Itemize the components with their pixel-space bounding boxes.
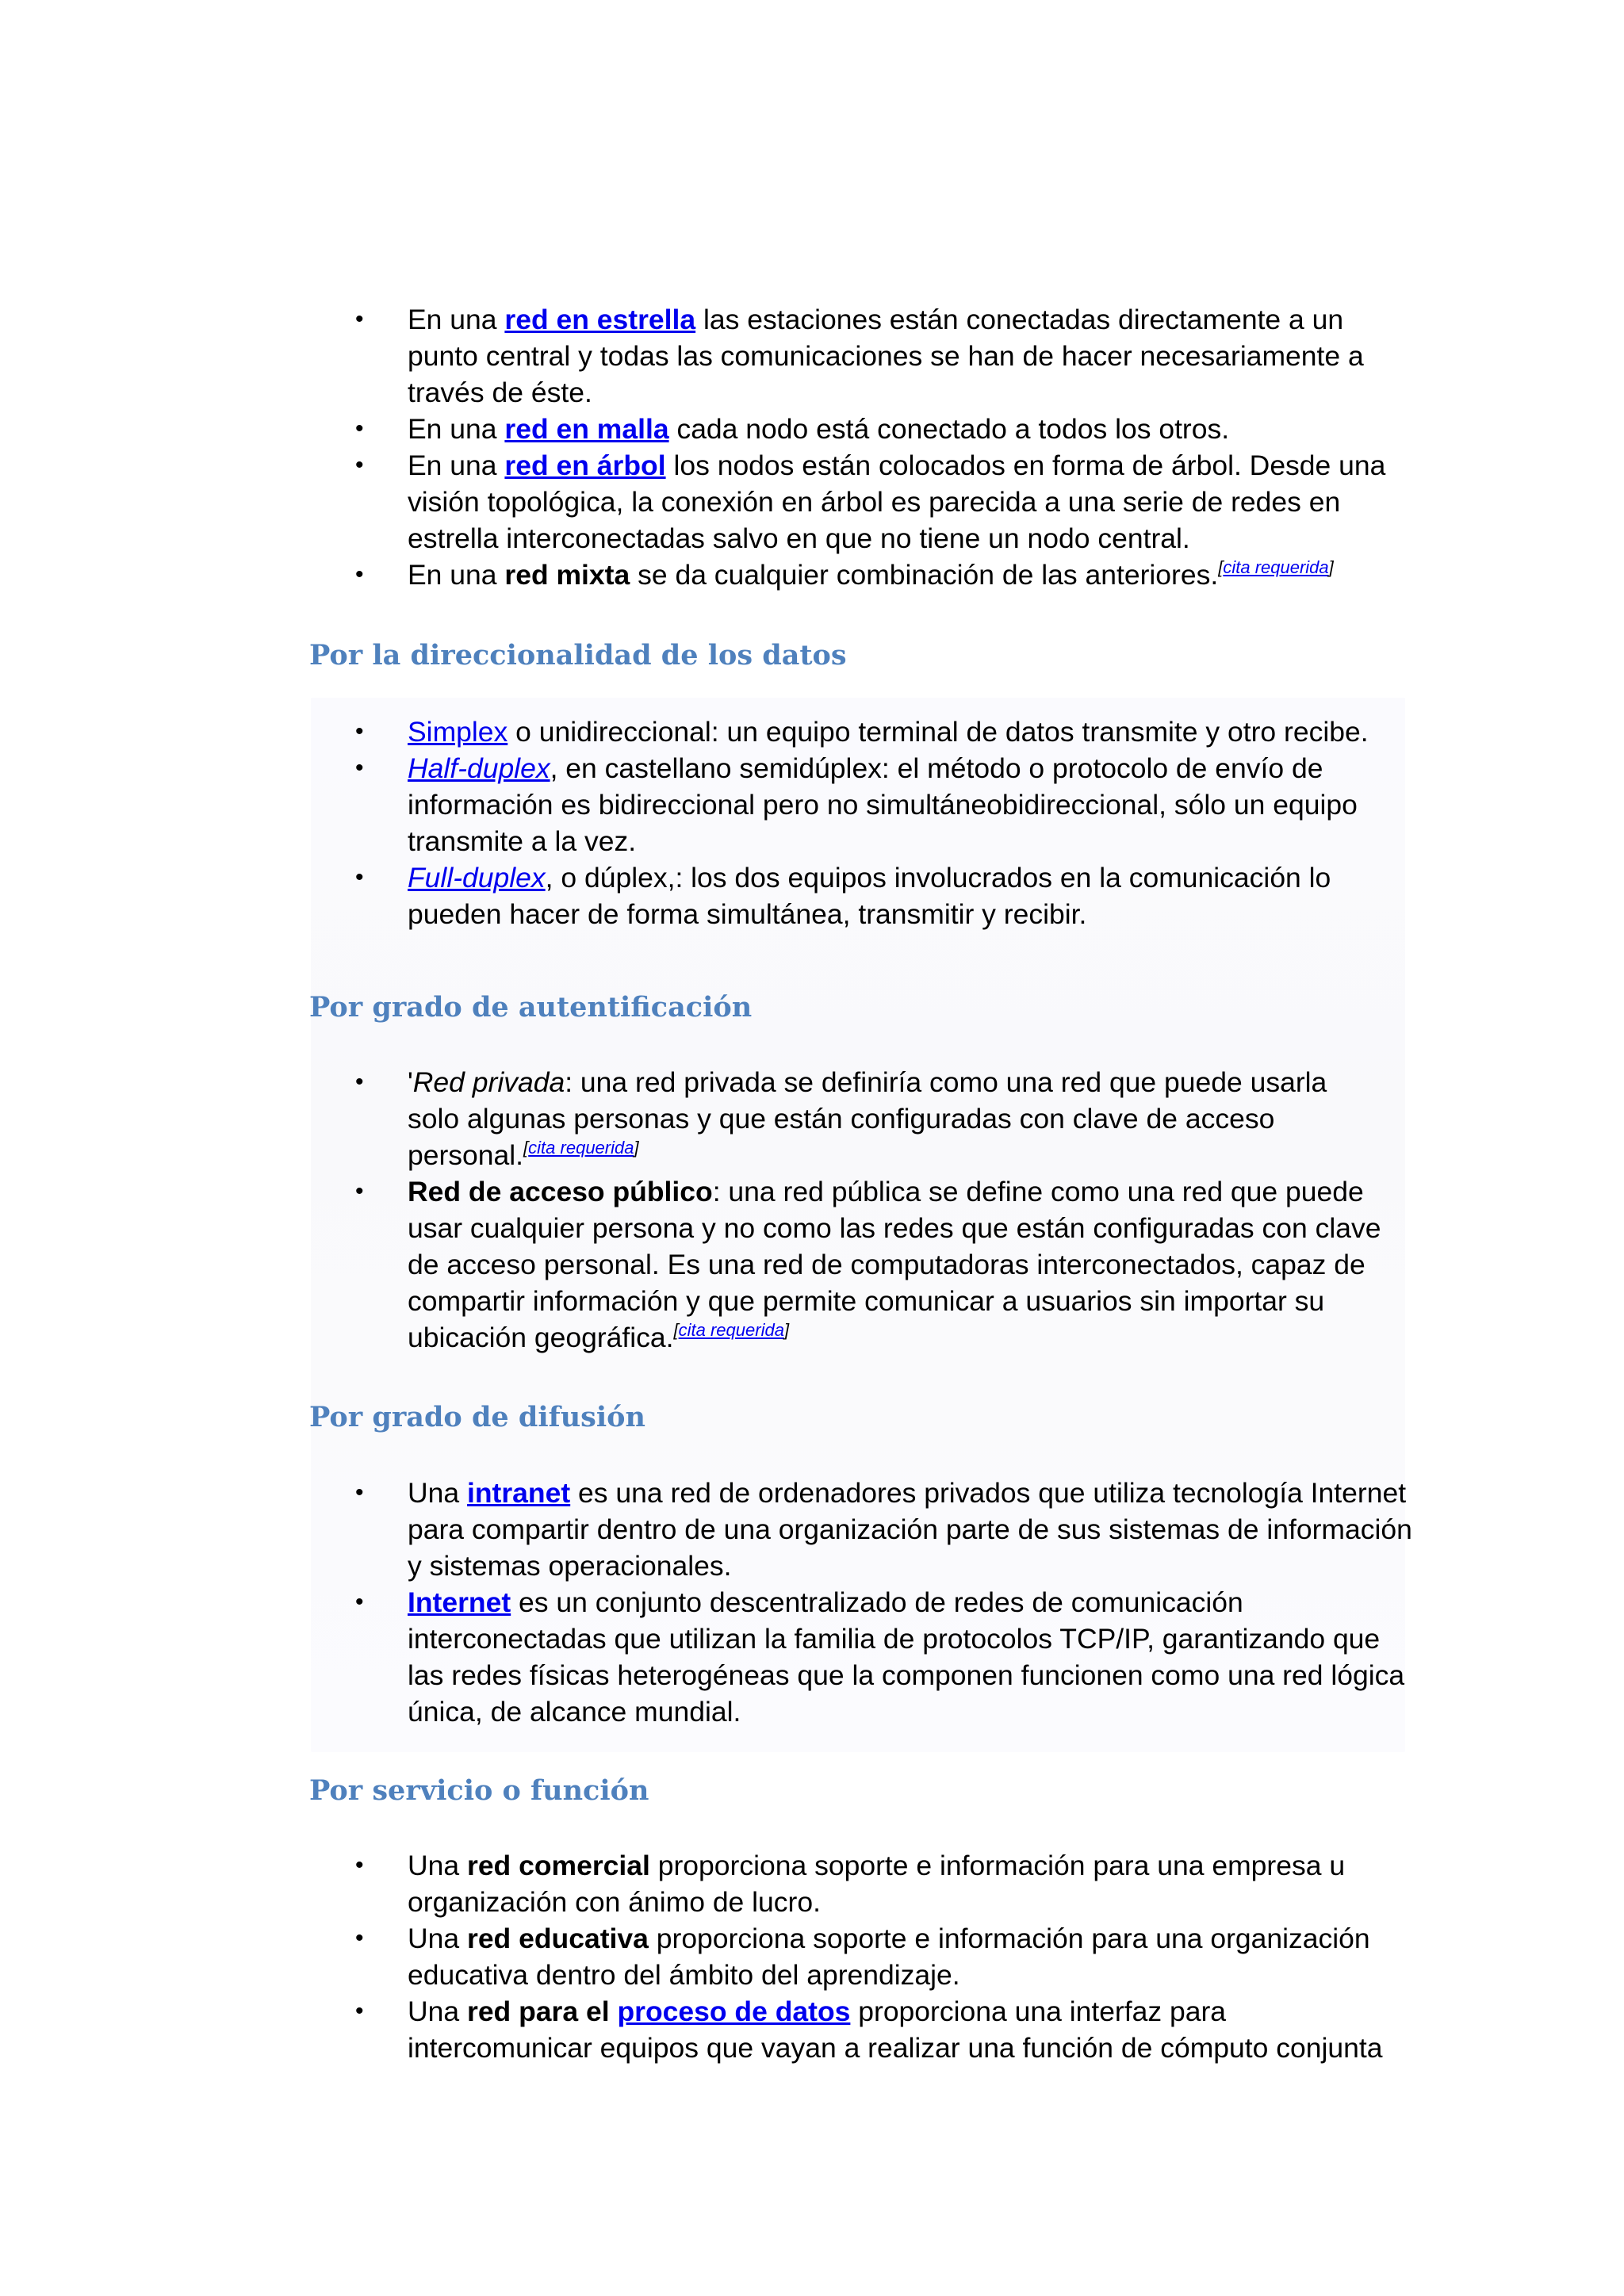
bullet-icon: • bbox=[355, 306, 364, 332]
section-heading-autentificacion: Por grado de autentificación bbox=[309, 991, 753, 1024]
bold-term: red mixta bbox=[504, 559, 630, 591]
bullet-icon: • bbox=[355, 1852, 364, 1878]
list-item: • En una red en estrella las estaciones están conectadas directamente a un punto central y todas las comunicaciones se han de hacer necesariamente a través de éste. bbox=[309, 301, 1415, 411]
bold-term: red comercial bbox=[467, 1850, 650, 1881]
list-item: • Half-duplex, en castellano semidúplex: el método o protocolo de envío de información es bidireccional pero no simultáneobidireccional, sólo un equipo transmite a la vez. bbox=[309, 750, 1415, 859]
link-internet[interactable]: Internet bbox=[408, 1586, 511, 1618]
citation: [cita requerida] bbox=[523, 1138, 639, 1158]
cita-requerida-link[interactable]: cita requerida bbox=[528, 1138, 634, 1158]
list-item: • En una red en malla cada nodo está conectado a todos los otros. bbox=[309, 411, 1415, 447]
direccionalidad-list bbox=[309, 714, 1415, 932]
servicio-list bbox=[309, 1847, 1415, 2066]
list-item: • 'Red privada: una red privada se definiría como una red que puede usarla solo algunas personas y que están configuradas con clave de acceso personal.[cita requerida] bbox=[309, 1064, 1359, 1173]
link-half-duplex[interactable]: Half-duplex bbox=[408, 752, 550, 784]
list-item: • En una red mixta se da cualquier combinación de las anteriores.[cita requerida] bbox=[309, 557, 1415, 593]
list-item: • Una red para el proceso de datos proporciona una interfaz para intercomunicar equipos que vayan a realizar una función de cómputo conjunta bbox=[309, 1993, 1415, 2066]
bold-term: red para el bbox=[467, 1996, 610, 2027]
bullet-icon: • bbox=[355, 415, 364, 442]
list-item: • En una red en árbol los nodos están colocados en forma de árbol. Desde una visión topológica, la conexión en árbol es parecida a una serie de redes en estrella interconectadas salvo en que no tiene un nodo central. bbox=[309, 447, 1415, 557]
bold-term: Red de acceso público bbox=[408, 1176, 713, 1207]
bullet-icon: • bbox=[355, 1069, 364, 1095]
list-item: • Internet es un conjunto descentralizado de redes de comunicación interconectadas que utilizan la familia de protocolos TCP/IP, garantizando que las redes físicas heterogéneas que la componen funcionen como una red lógica única, de alcance mundial. bbox=[309, 1584, 1415, 1730]
difusion-list bbox=[309, 1475, 1415, 1730]
cita-requerida-link[interactable]: cita requerida bbox=[1223, 557, 1329, 577]
section-heading-servicio: Por servicio o función bbox=[309, 1774, 649, 1807]
bullet-icon: • bbox=[355, 1589, 364, 1615]
citation: [cita requerida] bbox=[673, 1320, 790, 1340]
italic-term: Red privada bbox=[412, 1066, 565, 1098]
section-heading-direccionalidad: Por la direccionalidad de los datos bbox=[309, 639, 847, 672]
bullet-icon: • bbox=[355, 1178, 364, 1204]
link-proceso-de-datos[interactable]: proceso de datos bbox=[617, 1996, 851, 2027]
bullet-icon: • bbox=[355, 1998, 364, 2024]
autentificacion-list bbox=[309, 1064, 1415, 1356]
list-item: • Una intranet es una red de ordenadores privados que utiliza tecnología Internet para compartir dentro de una organización parte de sus sistemas de información y sistemas operacionales. bbox=[309, 1475, 1415, 1584]
citation: [cita requerida] bbox=[1218, 557, 1334, 577]
link-simplex[interactable]: Simplex bbox=[408, 716, 508, 748]
link-red-en-arbol[interactable]: red en árbol bbox=[504, 450, 666, 481]
bullet-icon: • bbox=[355, 718, 364, 744]
section-heading-difusion: Por grado de difusión bbox=[309, 1401, 645, 1433]
topology-list bbox=[309, 301, 1415, 593]
bullet-icon: • bbox=[355, 755, 364, 781]
list-item: • Full-duplex, o dúplex,: los dos equipos involucrados en la comunicación lo pueden hacer de forma simultánea, transmitir y recibir. bbox=[309, 859, 1415, 932]
bullet-icon: • bbox=[355, 864, 364, 890]
bold-term: red educativa bbox=[467, 1923, 649, 1954]
bullet-icon: • bbox=[355, 561, 364, 587]
list-item: • Simplex o unidireccional: un equipo terminal de datos transmite y otro recibe. bbox=[309, 714, 1415, 750]
list-item: • Una red educativa proporciona soporte e información para una organización educativa dentro del ámbito del aprendizaje. bbox=[309, 1920, 1415, 1993]
link-red-en-estrella[interactable]: red en estrella bbox=[504, 304, 696, 335]
bullet-icon: • bbox=[355, 452, 364, 478]
cita-requerida-link[interactable]: cita requerida bbox=[678, 1320, 784, 1340]
bullet-icon: • bbox=[355, 1479, 364, 1506]
bullet-icon: • bbox=[355, 1925, 364, 1951]
link-intranet[interactable]: intranet bbox=[467, 1477, 571, 1509]
list-item: • Red de acceso público: una red pública se define como una red que puede usar cualquier persona y no como las redes que están configuradas con clave de acceso personal. Es una red de computadoras interconectados, capaz de compartir información y que permite comunicar a usuarios sin importar su ubicación geográfica.[cita requerida] bbox=[309, 1173, 1415, 1356]
link-full-duplex[interactable]: Full-duplex bbox=[408, 862, 546, 894]
link-red-en-malla[interactable]: red en malla bbox=[504, 413, 669, 445]
list-item: • Una red comercial proporciona soporte e información para una empresa u organización con ánimo de lucro. bbox=[309, 1847, 1415, 1920]
